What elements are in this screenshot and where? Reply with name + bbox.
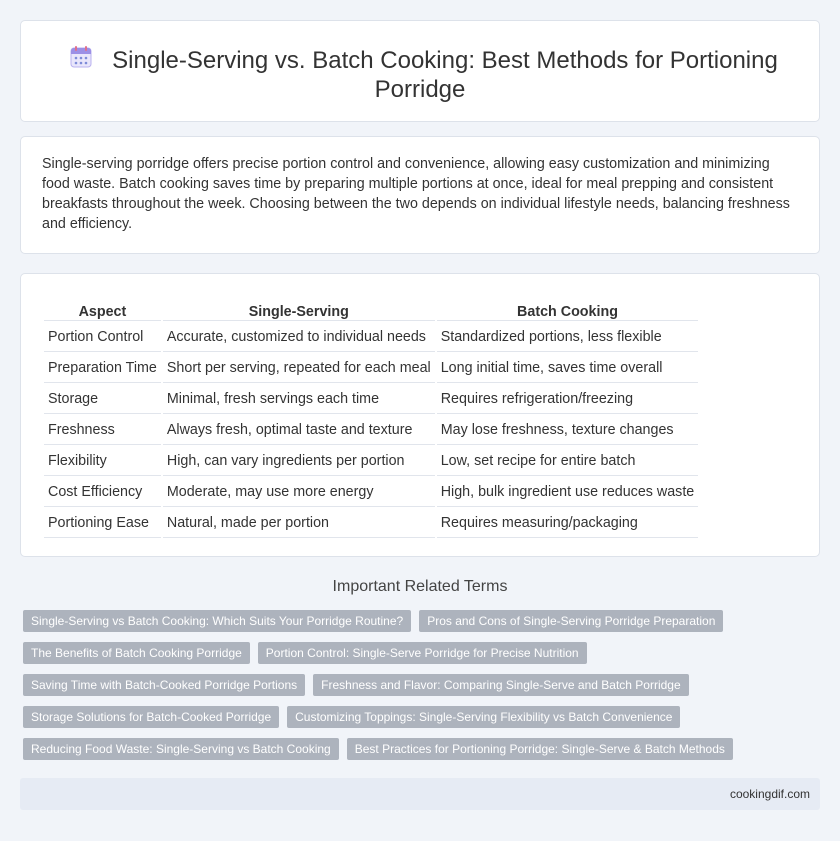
table-cell: Storage (44, 385, 161, 414)
footer-site-link[interactable]: cookingdif.com (729, 787, 810, 801)
table-cell: Cost Efficiency (44, 478, 161, 507)
table-row (44, 354, 698, 383)
related-term-tag[interactable]: Pros and Cons of Single-Serving Porridge Preparation (419, 610, 723, 632)
related-term-tag[interactable]: Storage Solutions for Batch-Cooked Porridge (23, 706, 279, 728)
table-row (44, 323, 698, 352)
table-row (44, 416, 698, 445)
table-cell: High, can vary ingredients per portion (163, 447, 435, 476)
table-cell: Requires refrigeration/freezing (437, 385, 699, 414)
related-terms-list (23, 610, 783, 760)
related-term-tag[interactable]: Reducing Food Waste: Single-Serving vs Batch Cooking (23, 738, 339, 760)
page-title-line2: Porridge (374, 76, 466, 103)
related-term-tag[interactable]: Saving Time with Batch-Cooked Porridge Portions (23, 674, 305, 696)
table-cell: Flexibility (44, 447, 161, 476)
intro-card (20, 136, 820, 254)
column-header-batch-cooking: Batch Cooking (437, 297, 699, 321)
table-cell: Accurate, customized to individual needs (163, 323, 435, 352)
related-terms-heading: Important Related Terms (332, 578, 508, 595)
page-title-line1: Single-Serving vs. Batch Cooking: Best Methods for Portioning (112, 47, 778, 74)
table-header-row (44, 297, 698, 321)
table-cell: Natural, made per portion (163, 509, 435, 538)
footer (20, 778, 820, 810)
table-cell: May lose freshness, texture changes (437, 416, 699, 445)
table-cell: Low, set recipe for entire batch (437, 447, 699, 476)
comparison-table (42, 295, 700, 540)
related-term-tag[interactable]: Single-Serving vs Batch Cooking: Which Suits Your Porridge Routine? (23, 610, 411, 632)
table-cell: Short per serving, repeated for each meal (163, 354, 435, 383)
table-cell: Moderate, may use more energy (163, 478, 435, 507)
intro-paragraph: Single-serving porridge offers precise portion control and convenience, allowing easy customization and minimizing food waste. Batch cooking saves time by preparing multiple portions at once, ideal for meal prepping and consistent breakfasts throughout the week. Choosing between the two depends on individual lifestyle needs, balancing freshness and efficiency. (42, 156, 790, 232)
table-row (44, 509, 698, 538)
related-term-tag[interactable]: Best Practices for Portioning Porridge: Single-Serve & Batch Methods (347, 738, 733, 760)
table-cell: Portioning Ease (44, 509, 161, 538)
column-header-single-serving: Single-Serving (163, 297, 435, 321)
related-term-tag[interactable]: Freshness and Flavor: Comparing Single-Serve and Batch Porridge (313, 674, 689, 696)
title-card (20, 20, 820, 122)
table-row (44, 385, 698, 414)
comparison-card (20, 273, 820, 557)
related-term-tag[interactable]: Portion Control: Single-Serve Porridge for Precise Nutrition (258, 642, 587, 664)
table-cell: Long initial time, saves time overall (437, 354, 699, 383)
table-cell: Standardized portions, less flexible (437, 323, 699, 352)
table-row (44, 478, 698, 507)
page-title (21, 46, 819, 104)
table-cell: Minimal, fresh servings each time (163, 385, 435, 414)
table-cell: High, bulk ingredient use reduces waste (437, 478, 699, 507)
related-term-tag[interactable]: Customizing Toppings: Single-Serving Flexibility vs Batch Convenience (287, 706, 680, 728)
table-cell: Always fresh, optimal taste and texture (163, 416, 435, 445)
related-term-tag[interactable]: The Benefits of Batch Cooking Porridge (23, 642, 250, 664)
table-cell: Preparation Time (44, 354, 161, 383)
table-cell: Portion Control (44, 323, 161, 352)
table-cell: Freshness (44, 416, 161, 445)
table-cell: Requires measuring/packaging (437, 509, 699, 538)
column-header-aspect: Aspect (44, 297, 161, 321)
table-row (44, 447, 698, 476)
